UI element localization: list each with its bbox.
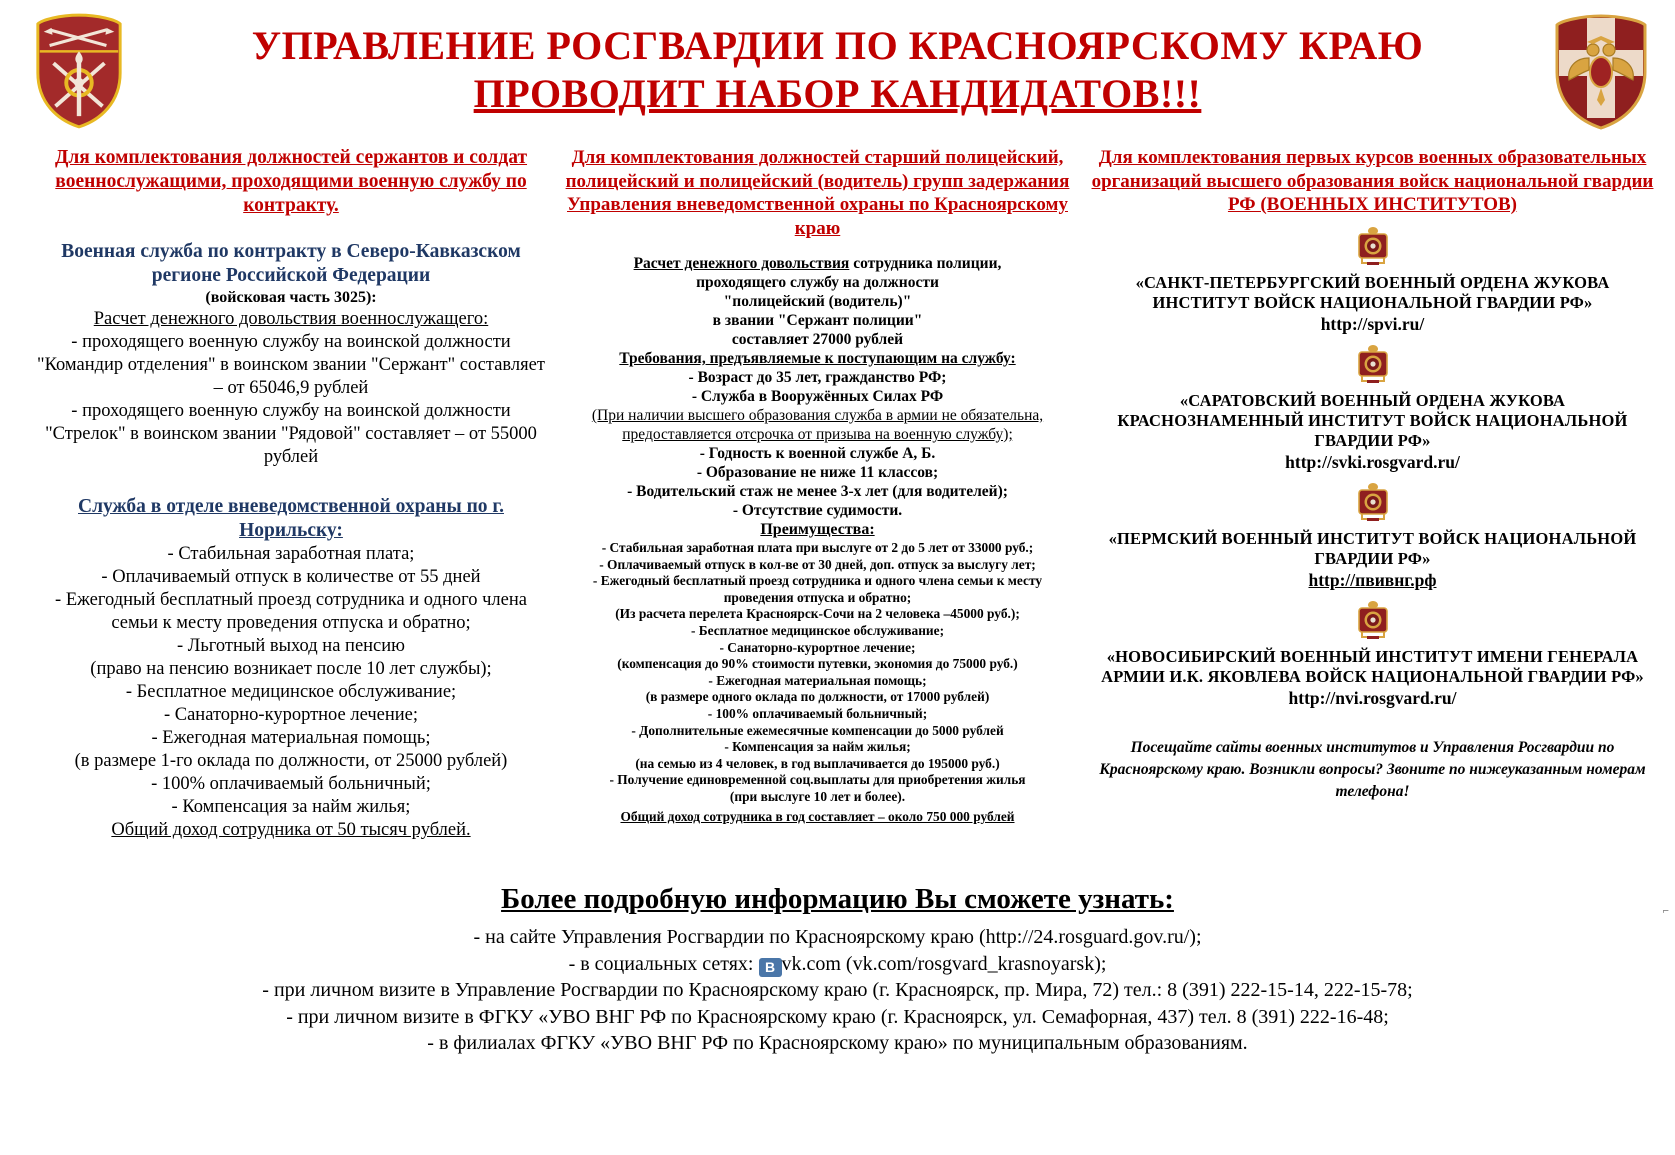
list-item: (в размере одного оклада по должности, от 17000 рублей) <box>645 689 990 705</box>
middle-calc-rest: сотрудника полиции, <box>849 255 1002 272</box>
list-item: - Ежегодный бесплатный проезд сотрудника и одного члена семьи к месту проведения отпуска и обратно; <box>55 590 527 633</box>
list-item: - Стабильная заработная плата; <box>167 544 415 564</box>
right-heading-tail: (ВОЕННЫХ ИНСТИТУТОВ) <box>1260 194 1518 215</box>
institute-entry <box>1090 483 1655 591</box>
list-item: (право на пенсию возникает после 10 лет службы); <box>90 659 492 679</box>
right-column-note: Посещайте сайты военных институтов и Управления Росгвардии по Красноярскому краю. Возникли вопросы? Звоните по нижеуказанным номерам телефона! <box>1099 738 1646 800</box>
list-item: - 100% оплачиваемый больничный; <box>151 774 431 794</box>
middle-calc-line: проходящего службу на должности <box>696 274 939 291</box>
list-item: - Ежегодный бесплатный проезд сотрудника и одного члена семьи к месту проведения отпуска и обратно; <box>592 573 1043 605</box>
institute-name: «ПЕРМСКИЙ ВОЕННЫЙ ИНСТИТУТ ВОЙСК НАЦИОНАЛЬНОЙ ГВАРДИИ РФ» <box>1108 528 1637 568</box>
institute-entry <box>1090 227 1655 335</box>
footer-line-branches: - в филиалах ФГКУ «УВО ВНГ РФ по Красноярскому краю» по муниципальным образованиям. <box>427 1032 1248 1054</box>
poster-footer <box>0 880 1675 1057</box>
left-calc-label: Расчет денежного довольствия военнослужащего: <box>93 309 489 329</box>
vk-icon[interactable]: В <box>759 958 782 977</box>
institute-name: «САНКТ-ПЕТЕРБУРГСКИЙ ВОЕННЫЙ ОРДЕНА ЖУКОВА ИНСТИТУТ ВОЙСК НАЦИОНАЛЬНОЙ ГВАРДИИ РФ» <box>1135 272 1610 312</box>
social-prefix: - в социальных сетях: <box>568 952 759 975</box>
middle-calc-label: Расчет денежного довольствия <box>633 255 850 272</box>
left-benefits-list <box>36 543 546 819</box>
middle-requirements-heading: Требования, предъявляемые к поступающим на службу: <box>619 350 1016 367</box>
institute-entry <box>1090 601 1655 709</box>
middle-calc-line <box>560 254 1075 273</box>
footer-line-office: - при личном визите в Управление Росгвардии по Красноярскому краю (г. Красноярск, пр. Мира, 72) тел.: 8 (391) 222-15-14, 222-15-78; <box>262 979 1413 1001</box>
military-institute-badge-icon <box>1356 601 1390 641</box>
list-item: (на семью из 4 человек, в год выплачивается до 195000 руб.) <box>635 755 1000 771</box>
institute-name: «НОВОСИБИРСКИЙ ВОЕННЫЙ ИНСТИТУТ ИМЕНИ ГЕНЕРАЛА АРМИИ И.К. ЯКОВЛЕВА ВОЙСК НАЦИОНАЛЬНОЙ ГВАРДИИ РФ» <box>1101 646 1644 686</box>
list-item: - Санаторно-курортное лечение; <box>719 639 916 655</box>
footer-line-uvo: - при личном визите в ФГКУ «УВО ВНГ РФ по Красноярскому краю (г. Красноярск, ул. Семафорная, 437) тел. 8 (391) 222-16-48; <box>286 1005 1389 1028</box>
list-item: (в размере 1-го оклада по должности, от 25000 рублей) <box>74 751 508 771</box>
right-heading-main: Для комплектования первых курсов военных образовательных организаций высшего образования войск национальной гвардии РФ <box>1091 147 1654 215</box>
list-item: - Служба в Вооружённых Силах РФ <box>691 388 944 405</box>
right-column-heading <box>1090 146 1655 217</box>
page-title <box>140 22 1535 118</box>
list-item: - Оплачиваемый отпуск в количестве от 55 дней <box>101 567 481 587</box>
list-item: - Ежегодная материальная помощь; <box>151 728 431 748</box>
list-item: - проходящего военную службу на воинской должности "Командир отделения" в воинском звании "Сержант" составляет – от 65046,9 рублей <box>37 332 545 398</box>
list-item: - Санаторно-курортное лечение; <box>163 705 419 725</box>
social-text: vk.com (vk.com/rosgvard_krasnoyarsk); <box>781 952 1107 975</box>
list-item: - Бесплатное медицинское обслуживание; <box>690 622 945 638</box>
middle-calc-line: составляет 27000 рублей <box>731 331 904 348</box>
column-contract-service <box>36 146 546 842</box>
middle-calc-line: "полицейский (водитель)" <box>723 293 912 310</box>
left-section2-heading: Служба в отделе вневедомственной охраны по г. Норильску: <box>78 496 504 541</box>
rosgvardia-eagle-cross-emblem <box>1549 14 1653 130</box>
footer-line-social <box>0 951 1675 978</box>
list-item: - Компенсация за найм жилья; <box>724 739 911 755</box>
military-institute-badge-icon <box>1356 345 1390 385</box>
institute-name: «САРАТОВСКИЙ ВОЕННЫЙ ОРДЕНА ЖУКОВА КРАСНОЗНАМЕННЫЙ ИНСТИТУТ ВОЙСК НАЦИОНАЛЬНОЙ ГВАРДИИ РФ» <box>1117 390 1628 450</box>
left-items <box>36 331 546 469</box>
column-police-service <box>560 146 1075 825</box>
institute-entry <box>1090 345 1655 473</box>
column-military-institutes <box>1090 146 1655 803</box>
middle-advantages-heading: Преимущества: <box>760 521 875 538</box>
middle-calc-line: в звании "Сержант полиции" <box>712 312 923 329</box>
list-item: - Образование не ниже 11 классов; <box>696 464 939 481</box>
list-item: - Бесплатное медицинское обслуживание; <box>125 682 457 702</box>
list-item: - Льготный выход на пенсию <box>177 636 405 656</box>
footer-title: Более подробную информацию Вы сможете узнать: <box>501 883 1174 915</box>
list-item: - Водительский стаж не менее 3-х лет (для водителей); <box>627 483 1008 500</box>
middle-advantages-list <box>560 540 1075 806</box>
institute-url[interactable]: http://nvi.rosgvard.ru/ <box>1288 687 1457 708</box>
list-item: (при выслуге 10 лет и более). <box>729 788 906 804</box>
left-total-income: Общий доход сотрудника от 50 тысяч рублей. <box>111 820 471 840</box>
middle-requirements-note: (При наличии высшего образования служба в армии не обязательна, предоставляется отсрочка от призыва на военную службу); <box>591 407 1044 443</box>
middle-calc-block <box>560 254 1075 349</box>
military-institute-badge-icon <box>1356 483 1390 523</box>
left-subheading: Военная служба по контракту в Северо-Кавказском регионе Российской Федерации <box>61 241 521 286</box>
left-column-heading: Для комплектования должностей сержантов и солдат военнослужащими, проходящими военную службу по контракту. <box>54 147 528 216</box>
list-item: - Оплачиваемый отпуск в кол-ве от 30 дней, доп. отпуск за выслугу лет; <box>599 556 1036 572</box>
content-columns <box>0 146 1675 886</box>
corner-mark: ⌐ <box>1662 905 1669 917</box>
list-item: (компенсация до 90% стоимости путевки, экономия до 75000 руб.) <box>617 656 1018 672</box>
list-item: - Отсутствие судимости. <box>732 502 903 519</box>
list-item: - Стабильная заработная плата при выслуге от 2 до 5 лет от 33000 руб.; <box>601 540 1034 555</box>
institute-url[interactable]: http://пвивнг.рф <box>1308 569 1437 590</box>
middle-column-heading: Для комплектования должностей старший полицейский, полицейский и полицейский (водитель) групп задержания Управления вневедомственной охраны по Красноярскому краю <box>565 147 1070 239</box>
middle-requirements-list-2 <box>560 444 1075 520</box>
institute-url[interactable]: http://spvi.ru/ <box>1320 313 1425 334</box>
footer-line-website: - на сайте Управления Росгвардии по Красноярскому краю (http://24.rosguard.gov.ru/); <box>473 926 1202 948</box>
list-item: - Получение единовременной соц.выплаты для приобретения жилья <box>609 772 1026 788</box>
poster-header <box>0 0 1675 140</box>
list-item: (Из расчета перелета Красноярск-Сочи на 2 человека –45000 руб.); <box>615 606 1020 622</box>
list-item: - проходящего военную службу на воинской должности "Стрелок" в воинском звании "Рядовой" составляет – от 55000 рублей <box>45 401 537 467</box>
list-item: - Возраст до 35 лет, гражданство РФ; <box>688 369 947 386</box>
list-item: - Ежегодная материальная помощь; <box>708 672 927 688</box>
middle-requirements-list <box>560 368 1075 406</box>
list-item: - Компенсация за найм жилья; <box>171 797 411 817</box>
list-item: - Дополнительные ежемесячные компенсации до 5000 рублей <box>631 722 1004 738</box>
middle-total-income: Общий доход сотрудника в год составляет – около 750 000 рублей <box>620 808 1015 824</box>
institute-url[interactable]: http://svki.rosgvard.ru/ <box>1285 451 1460 472</box>
military-institute-badge-icon <box>1356 227 1390 267</box>
rosgvardia-shield-emblem <box>30 12 128 130</box>
title-line-1: УПРАВЛЕНИЕ РОСГВАРДИИ ПО КРАСНОЯРСКОМУ КРАЮ <box>251 23 1424 68</box>
left-unit-number: (войсковая часть 3025): <box>205 289 377 306</box>
title-line-2: ПРОВОДИТ НАБОР КАНДИДАТОВ!!! <box>473 71 1202 116</box>
list-item: - 100% оплачиваемый больничный; <box>707 705 928 721</box>
list-item: - Годность к военной службе А, Б. <box>699 445 936 462</box>
